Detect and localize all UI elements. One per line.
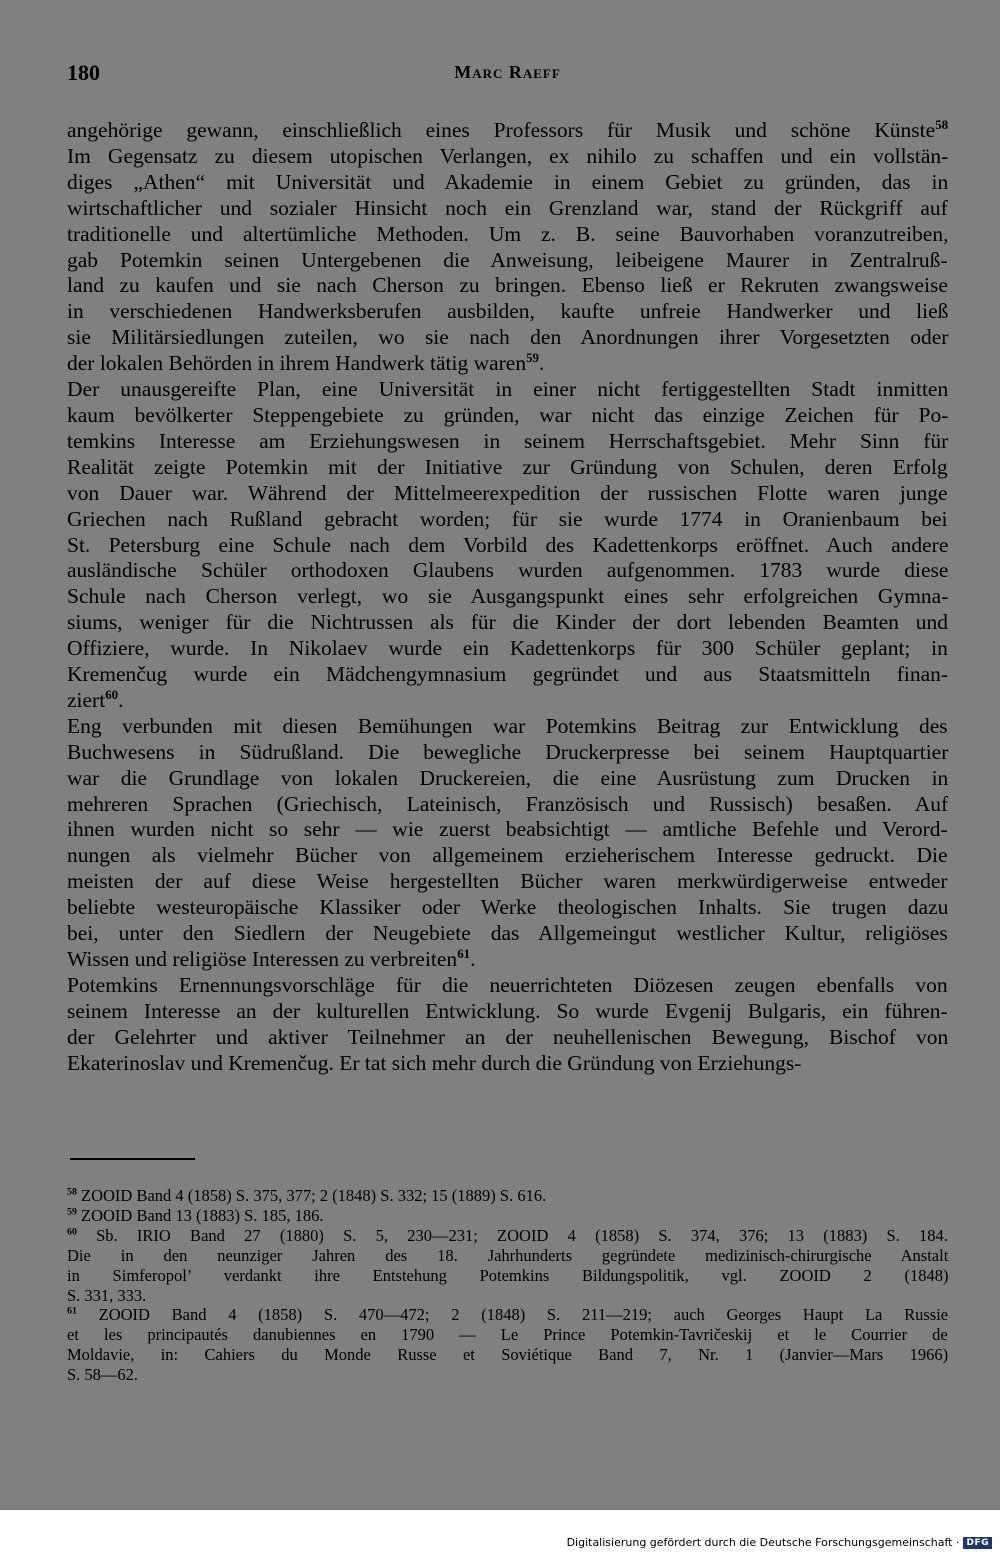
text-line bbox=[67, 273, 948, 299]
text-line bbox=[67, 766, 948, 792]
line-text: traditionelle und altertümliche Methoden. Um z. B. seine Bauvorhaben voranzutreiben, bbox=[67, 221, 949, 246]
line-text: in verschiedenen Handwerksberufen ausbilden, kaufte unfreie Handwerker und ließ bbox=[67, 299, 949, 324]
funding-footer bbox=[567, 1536, 992, 1549]
line-text: Kremenčug wurde ein Mädchengymnasium gegründet und aus Staatsmitteln finan- bbox=[67, 662, 949, 687]
line-text: meisten der auf diese Weise hergestellten Bücher waren merkwürdigerweise entweder bbox=[67, 869, 948, 894]
paragraph bbox=[67, 714, 948, 973]
text-line bbox=[67, 610, 948, 636]
line-text: land zu kaufen und sie nach Cherson zu bringen. Ebenso ließ er Rekruten zwangsweise bbox=[67, 273, 948, 298]
text-line bbox=[67, 740, 948, 766]
text-line bbox=[67, 973, 948, 999]
footnote-line bbox=[67, 1365, 948, 1385]
footnote-line bbox=[67, 1186, 948, 1206]
text-line bbox=[67, 455, 948, 481]
line-text: mehreren Sprachen (Griechisch, Lateinisch, Französisch und Russisch) besaßen. Auf bbox=[67, 791, 949, 816]
line-text: Ekaterinoslav und Kremenčug. Er tat sich mehr durch die Gründung von Erziehungs- bbox=[67, 1050, 802, 1075]
line-text: ausländische Schüler orthodoxen Glaubens wurden aufgenommen. 1783 wurde diese bbox=[67, 558, 949, 583]
line-text: der lokalen Behörden in ihrem Handwerk tätig waren bbox=[67, 351, 527, 376]
footnote-text: S. 331, 333. bbox=[67, 1285, 147, 1305]
footnote-line bbox=[67, 1345, 948, 1365]
line-text: nungen als vielmehr Bücher von allgemeinem erzieherischem Interesse gedruckt. Die bbox=[67, 843, 948, 868]
text-line bbox=[67, 584, 948, 610]
text-line bbox=[67, 481, 948, 507]
footnote-text: Sb. IRIO Band 27 (1880) S. 5, 230—231; ZOOID 4 (1858) S. 374, 376; 13 (1883) S. 184. bbox=[96, 1225, 948, 1245]
body-text bbox=[67, 118, 948, 1077]
line-text: angehörige gewann, einschließlich eines Professors für Musik und schöne Künste bbox=[67, 118, 936, 142]
text-line bbox=[67, 1025, 948, 1051]
text-line bbox=[67, 533, 948, 559]
text-line bbox=[67, 558, 948, 584]
footnote-number: 58 bbox=[67, 1186, 77, 1198]
text-line bbox=[67, 817, 948, 843]
footnote bbox=[67, 1226, 948, 1306]
text-line bbox=[67, 403, 948, 429]
text-line bbox=[67, 1051, 948, 1077]
line-text: temkins Interesse am Erziehungswesen in seinem Herrschaftsgebiet. Mehr Sinn für bbox=[67, 428, 949, 453]
footnote-text: et les principautés danubiennes en 1790 — Le Prince Potemkin-Tavričeskij et le Courrier de bbox=[67, 1325, 948, 1345]
text-line bbox=[67, 170, 948, 196]
funding-note: Digitalisierung gefördert durch die Deutsche Forschungsgemeinschaft · bbox=[566, 1536, 960, 1549]
line-text: gab Potemkin seinen Untergebenen die Anweisung, leibeigene Maurer in Zentralruß- bbox=[67, 247, 948, 272]
line-text: siums, weniger für die Nichtrussen als für die Kinder der dort lebenden Beamten und bbox=[67, 610, 948, 635]
footnote-number: 60 bbox=[67, 1226, 77, 1238]
footnote-text: Moldavie, in: Cahiers du Monde Russe et Soviétique Band 7, Nr. 1 (Janvier—Mars 1966) bbox=[67, 1345, 949, 1365]
footnote-text: ZOOID Band 4 (1858) S. 470—472; 2 (1848) S. 211—219; auch Georges Haupt La Russie bbox=[98, 1305, 949, 1325]
text-line bbox=[67, 662, 948, 688]
footnote-text: ZOOID Band 13 (1883) S. 185, 186. bbox=[81, 1205, 324, 1225]
page-number: 180 bbox=[67, 60, 100, 85]
paragraph bbox=[67, 377, 948, 714]
text-line bbox=[67, 507, 948, 533]
footnote bbox=[67, 1206, 948, 1226]
line-text: Eng verbunden mit diesen Bemühungen war Potemkins Beitrag zur Entwicklung des bbox=[67, 713, 948, 738]
footnote-line bbox=[67, 1286, 948, 1306]
footnote-marker[interactable]: 58 bbox=[935, 117, 949, 132]
text-line bbox=[67, 714, 948, 740]
line-text: Der unausgereifte Plan, eine Universität in einer nicht fertiggestellten Stadt inmitten bbox=[67, 377, 949, 402]
line-text: beliebte westeuropäische Klassiker oder Werke theologischen Inhalts. Sie trugen dazu bbox=[67, 895, 949, 920]
text-line bbox=[67, 636, 948, 662]
line-text: sie Militärsiedlungen zuteilen, wo sie nach den Anordnungen ihrer Vorgesetzten oder bbox=[67, 325, 949, 350]
footnote-marker[interactable]: 59 bbox=[526, 351, 539, 365]
line-text: Im Gegensatz zu diesem utopischen Verlangen, ex nihilo zu schaffen und ein vollstän- bbox=[67, 143, 949, 168]
footnote-text: in Simferopol’ verdankt ihre Entstehung Potemkins Bildungspolitik, vgl. ZOOID 2 (1848) bbox=[67, 1265, 949, 1285]
footnote bbox=[67, 1305, 948, 1385]
footnote-line bbox=[67, 1266, 948, 1286]
text-line bbox=[67, 921, 948, 947]
text-line: der lokalen Behörden in ihrem Handwerk tätig waren$^{59}$. bbox=[67, 351, 545, 376]
text-line: ziert$^{60}$. bbox=[67, 687, 124, 712]
dfg-logo: DFG bbox=[963, 1537, 992, 1549]
line-text: ihnen wurden nicht so sehr — wie zuerst beabsichtigt — amtliche Befehle und Verord- bbox=[67, 817, 948, 842]
text-line bbox=[67, 792, 948, 818]
paragraph bbox=[67, 118, 948, 377]
footnote-text: Die in den neunziger Jahren des 18. Jahrhunderts gegründete medizinisch-chirurgische Anstalt bbox=[67, 1245, 949, 1265]
footnote-text: S. 58—62. bbox=[67, 1365, 139, 1385]
text-line bbox=[67, 118, 948, 144]
text-line bbox=[67, 144, 948, 170]
line-text: Buchwesens in Südrußland. Die bewegliche Druckerpresse bei seinem Hauptquartier bbox=[67, 739, 949, 764]
line-text: diges „Athen“ mit Universität und Akademie in einem Gebiet zu gründen, das in bbox=[67, 169, 949, 194]
footnote-marker[interactable]: 60 bbox=[105, 687, 119, 702]
line-text: bei, unter den Siedlern der Neugebiete das Allgemeingut westlicher Kultur, religiöses bbox=[67, 921, 948, 946]
line-text: war die Grundlage von lokalen Druckereien, die eine Ausrüstung zum Drucken in bbox=[67, 765, 949, 790]
line-text: der Gelehrter und aktiver Teilnehmer an der neuhellenischen Bewegung, Bischof von bbox=[67, 1024, 949, 1049]
footnote-line bbox=[67, 1226, 948, 1246]
paragraph bbox=[67, 973, 948, 1077]
line-text: St. Petersburg eine Schule nach dem Vorbild des Kadettenkorps eröffnet. Auch andere bbox=[67, 532, 949, 557]
line-text: Wissen und religiöse Interessen zu verbreiten bbox=[67, 947, 458, 971]
footnote-line bbox=[67, 1206, 948, 1226]
text-line bbox=[67, 869, 948, 895]
line-text: seinem Interesse an der kulturellen Entwicklung. So wurde Evgenij Bulgaris, ein führen- bbox=[67, 998, 948, 1023]
text-line bbox=[67, 222, 948, 248]
line-text: wirtschaftlicher und sozialer Hinsicht noch ein Grenzland war, stand der Rückgriff auf bbox=[67, 195, 948, 220]
footnote-number: 59 bbox=[67, 1206, 77, 1218]
text-line bbox=[67, 429, 948, 455]
text-line bbox=[67, 299, 948, 325]
footnote-line bbox=[67, 1246, 948, 1266]
line-text: Griechen nach Rußland gebracht worden; für sie wurde 1774 in Oranienbaum bei bbox=[67, 506, 948, 531]
line-text: ziert bbox=[67, 687, 106, 712]
line-text: von Dauer war. Während der Mittelmeerexpedition der russischen Flotte waren junge bbox=[67, 480, 948, 505]
text-line bbox=[67, 248, 948, 274]
footnote-marker[interactable]: 61 bbox=[457, 946, 471, 961]
text-line bbox=[67, 843, 948, 869]
line-text: Schule nach Cherson verlegt, wo sie Ausgangspunkt eines sehr erfolgreichen Gymna- bbox=[67, 584, 949, 609]
page-header bbox=[67, 60, 948, 92]
text-line bbox=[67, 895, 948, 921]
footnote-line bbox=[67, 1305, 948, 1325]
footnotes bbox=[67, 1186, 948, 1385]
line-text: kaum bevölkerter Steppengebiete zu gründen, war nicht das einzige Zeichen für Po- bbox=[67, 402, 949, 427]
footnote-rule bbox=[70, 1158, 195, 1160]
text-line bbox=[67, 196, 948, 222]
text-line bbox=[67, 325, 948, 351]
footnote-line bbox=[67, 1325, 948, 1345]
text-line: Wissen und religiöse Interessen zu verbreiten$^{61}$. bbox=[67, 946, 476, 971]
footnote-text: ZOOID Band 4 (1858) S. 375, 377; 2 (1848) S. 332; 15 (1889) S. 616. bbox=[81, 1186, 547, 1205]
text-line bbox=[67, 999, 948, 1025]
footnote-number: 61 bbox=[67, 1305, 77, 1317]
line-text: Potemkins Ernennungsvorschläge für die neuerrichteten Diözesen zeugen ebenfalls von bbox=[67, 972, 948, 997]
footnote bbox=[67, 1186, 948, 1206]
line-text: Offiziere, wurde. In Nikolaev wurde ein Kadettenkorps für 300 Schüler geplant; in bbox=[67, 636, 948, 661]
line-text: Realität zeigte Potemkin mit der Initiative zur Gründung von Schulen, deren Erfolg bbox=[67, 454, 948, 479]
text-line bbox=[67, 377, 948, 403]
running-head: Marc Raeff bbox=[454, 62, 561, 82]
